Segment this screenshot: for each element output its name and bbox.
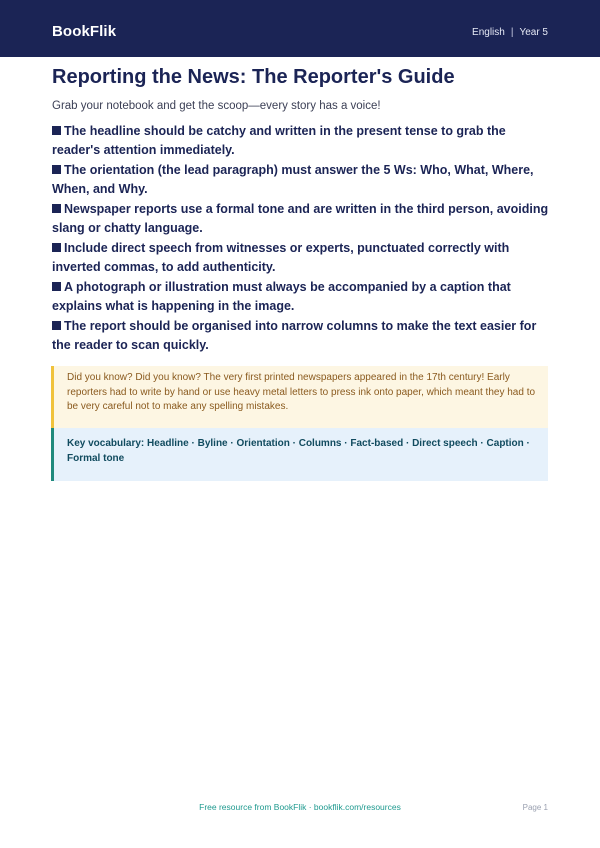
fact-text: Did you know? Did you know? The very first printed newspapers appeared in the 17th century! Early reporters had to write by hand or use heavy metal letters to press ink onto paper, which meant they had to be very careful not to make any spelling mistakes. — [67, 372, 536, 412]
list-item — [52, 317, 552, 354]
list-item — [52, 278, 552, 315]
key-vocabulary-box — [51, 428, 548, 481]
footer-link[interactable]: Free resource from BookFlik · bookflik.com/resources — [199, 802, 401, 812]
key-points-list — [52, 122, 552, 356]
square-bullet-icon — [52, 126, 61, 135]
header-bar — [0, 0, 600, 57]
square-bullet-icon — [52, 243, 61, 252]
list-item — [52, 239, 552, 276]
list-item-text: Include direct speech from witnesses or experts, punctuated correctly with inverted commas, to add authenticity. — [52, 241, 510, 274]
meta-separator: | — [510, 27, 514, 38]
did-you-know-box — [51, 366, 548, 428]
list-item-text: A photograph or illustration must always be accompanied by a caption that explains what is happening in the image. — [52, 280, 511, 313]
vocab-text: Key vocabulary: Headline · Byline · Orientation · Columns · Fact-based · Direct speech · Caption · Formal tone — [67, 438, 530, 464]
brand-logo[interactable]: BookFlik — [52, 23, 117, 40]
list-item-text: The headline should be catchy and written in the present tense to grab the reader's attention immediately. — [52, 124, 506, 157]
list-item-text: The report should be organised into narrow columns to make the text easier for the reader to scan quickly. — [52, 319, 537, 352]
list-item-text: Newspaper reports use a formal tone and are written in the third person, avoiding slang or chatty language. — [52, 202, 549, 235]
square-bullet-icon — [52, 204, 61, 213]
square-bullet-icon — [52, 282, 61, 291]
square-bullet-icon — [52, 165, 61, 174]
page-subtitle: Grab your notebook and get the scoop—every story has a voice! — [52, 100, 381, 112]
page-title: Reporting the News: The Reporter's Guide — [52, 66, 455, 88]
list-item — [52, 122, 552, 159]
year-label: Year 5 — [519, 27, 548, 38]
list-item — [52, 161, 552, 198]
square-bullet-icon — [52, 321, 61, 330]
page-number: Page 1 — [522, 803, 548, 812]
list-item — [52, 200, 552, 237]
header-meta — [472, 27, 548, 38]
subject-label: English — [472, 27, 505, 38]
list-item-text: The orientation (the lead paragraph) must answer the 5 Ws: Who, What, Where, When, and Why. — [52, 163, 534, 196]
